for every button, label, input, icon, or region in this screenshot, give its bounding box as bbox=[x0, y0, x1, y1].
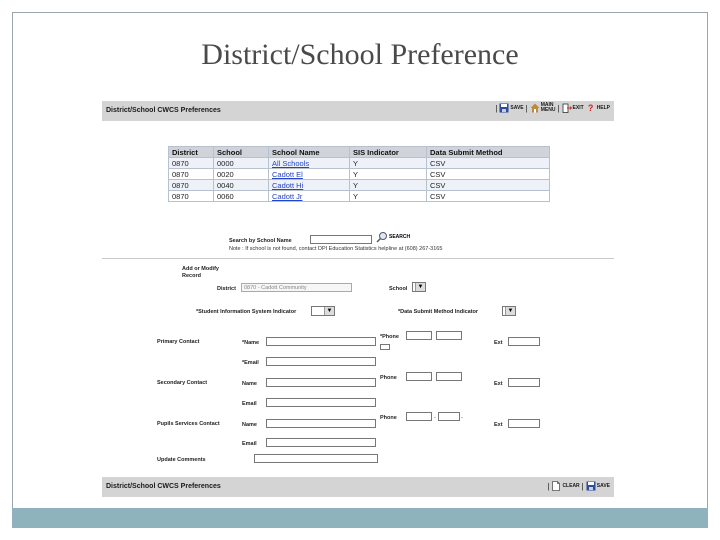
separator: | bbox=[557, 103, 560, 113]
slide-frame bbox=[12, 12, 708, 528]
school-link[interactable]: Cadott Hi bbox=[272, 180, 304, 190]
cell-district: 0870 bbox=[169, 169, 214, 180]
school-label: School bbox=[389, 286, 408, 292]
primary-name-input[interactable] bbox=[266, 337, 376, 346]
help-button[interactable] bbox=[586, 103, 610, 113]
cell-method: CSV bbox=[427, 180, 550, 191]
pupils-ext-input[interactable] bbox=[508, 419, 540, 428]
table-header-row bbox=[169, 147, 550, 158]
save-label: SAVE bbox=[510, 105, 524, 111]
cell-method: CSV bbox=[427, 191, 550, 202]
cell-sis: Y bbox=[350, 169, 427, 180]
form-heading-line1: Add or Modify bbox=[182, 266, 219, 272]
secondary-email-input[interactable] bbox=[266, 398, 376, 407]
pupils-email-input[interactable] bbox=[266, 438, 376, 447]
column-header-school-name: School Name bbox=[269, 147, 350, 158]
floppy-disk-icon bbox=[586, 481, 596, 491]
cell-school-name bbox=[269, 191, 350, 202]
floppy-disk-icon bbox=[499, 103, 509, 113]
cell-method: CSV bbox=[427, 158, 550, 169]
district-field: 0870 - Cadott Community bbox=[241, 283, 352, 292]
primary-phone-extra bbox=[380, 344, 390, 350]
cell-school-name bbox=[269, 169, 350, 180]
chevron-down-icon: ▼ bbox=[415, 283, 425, 291]
school-link[interactable]: Cadott Jr bbox=[272, 191, 303, 201]
exit-door-icon bbox=[562, 103, 572, 113]
phone-dash: - bbox=[461, 415, 463, 421]
chevron-down-icon: ▼ bbox=[505, 307, 515, 315]
column-header-district: District bbox=[169, 147, 214, 158]
cell-school-name bbox=[269, 158, 350, 169]
primary-ext-input[interactable] bbox=[508, 337, 540, 346]
pupils-phone-area-input[interactable] bbox=[406, 412, 432, 421]
main-menu-label bbox=[541, 103, 556, 113]
save-button[interactable] bbox=[499, 103, 523, 113]
pupils-phone-number-input[interactable] bbox=[438, 412, 460, 421]
top-toolbar bbox=[102, 101, 614, 121]
bottom-toolbar-actions bbox=[547, 481, 610, 491]
sis-indicator-select[interactable] bbox=[311, 306, 335, 316]
cell-method: CSV bbox=[427, 169, 550, 180]
exit-label: EXIT bbox=[572, 105, 584, 111]
data-submit-method-select[interactable] bbox=[502, 306, 516, 316]
primary-contact-label: Primary Contact bbox=[157, 339, 200, 345]
table-row[interactable] bbox=[169, 169, 550, 180]
secondary-phone-area-input[interactable] bbox=[406, 372, 432, 381]
separator: | bbox=[525, 103, 528, 113]
school-link[interactable]: All Schools bbox=[272, 158, 310, 168]
secondary-name-input[interactable] bbox=[266, 378, 376, 387]
table-row[interactable] bbox=[169, 158, 550, 169]
primary-phone-area-input[interactable] bbox=[406, 331, 432, 340]
update-comments-label: Update Comments bbox=[157, 457, 206, 463]
chevron-down-icon: ▼ bbox=[324, 307, 334, 315]
column-header-school: School bbox=[214, 147, 269, 158]
primary-ext-label: Ext bbox=[494, 340, 503, 346]
district-label: District bbox=[217, 286, 236, 292]
page-icon bbox=[551, 481, 561, 491]
secondary-ext-label: Ext bbox=[494, 381, 503, 387]
exit-button[interactable] bbox=[562, 103, 584, 113]
cell-district: 0870 bbox=[169, 191, 214, 202]
secondary-contact-label: Secondary Contact bbox=[157, 380, 208, 386]
cell-school-name bbox=[269, 180, 350, 191]
cell-sis: Y bbox=[350, 180, 427, 191]
phone-dash: - bbox=[434, 415, 436, 421]
pupils-phone-label: Phone bbox=[380, 415, 397, 421]
secondary-name-label: Name bbox=[242, 381, 257, 387]
update-comments-input[interactable] bbox=[254, 454, 378, 463]
cell-school: 0020 bbox=[214, 169, 269, 180]
search-button[interactable] bbox=[376, 231, 410, 243]
bottom-toolbar-title: District/School CWCS Preferences bbox=[106, 483, 221, 490]
secondary-ext-input[interactable] bbox=[508, 378, 540, 387]
toolbar-title: District/School CWCS Preferences bbox=[106, 107, 221, 114]
primary-name-label: *Name bbox=[242, 340, 260, 346]
search-input[interactable] bbox=[310, 235, 372, 244]
primary-email-input[interactable] bbox=[266, 357, 376, 366]
secondary-phone-number-input[interactable] bbox=[436, 372, 462, 381]
clear-label: CLEAR bbox=[562, 483, 580, 489]
data-submit-method-label: *Data Submit Method Indicator bbox=[398, 309, 479, 315]
school-select[interactable] bbox=[412, 282, 426, 292]
table-row[interactable] bbox=[169, 191, 550, 202]
main-menu-label-line1: MAIN bbox=[540, 102, 554, 108]
secondary-phone-label: Phone bbox=[380, 375, 397, 381]
primary-email-label: *Email bbox=[242, 360, 259, 366]
cell-district: 0870 bbox=[169, 158, 214, 169]
slide-title: District/School Preference bbox=[201, 38, 519, 71]
magnifier-icon bbox=[376, 231, 388, 243]
bottom-save-button[interactable] bbox=[586, 481, 610, 491]
main-menu-button[interactable] bbox=[530, 103, 556, 113]
cell-sis: Y bbox=[350, 191, 427, 202]
clear-button[interactable] bbox=[551, 481, 579, 491]
help-label: HELP bbox=[596, 105, 610, 111]
search-note: Note : If school is not found, contact DPI Education Statistics helpline at (608) 267-3165 bbox=[229, 246, 443, 252]
toolbar-actions bbox=[495, 103, 610, 113]
main-menu-label-line2: MENU bbox=[540, 107, 556, 113]
separator: | bbox=[495, 103, 498, 113]
pupils-services-contact-label: Pupils Services Contact bbox=[157, 421, 220, 427]
divider bbox=[102, 258, 614, 259]
cell-district: 0870 bbox=[169, 180, 214, 191]
cell-sis: Y bbox=[350, 158, 427, 169]
bottom-save-label: SAVE bbox=[596, 483, 610, 489]
school-link[interactable]: Cadott El bbox=[272, 169, 303, 179]
question-mark-icon: ? bbox=[587, 103, 594, 113]
slide-footer-bar bbox=[12, 508, 708, 528]
search-label: Search by School Name bbox=[229, 238, 292, 244]
primary-phone-number-input[interactable] bbox=[436, 331, 462, 340]
cell-school: 0040 bbox=[214, 180, 269, 191]
column-header-data-submit-method: Data Submit Method bbox=[427, 147, 550, 158]
preferences-table bbox=[168, 146, 550, 202]
form-heading-line2: Record bbox=[182, 273, 201, 279]
pupils-email-label: Email bbox=[242, 441, 257, 447]
pupils-name-label: Name bbox=[242, 422, 257, 428]
primary-phone-label: *Phone bbox=[380, 334, 399, 340]
secondary-email-label: Email bbox=[242, 401, 257, 407]
pupils-ext-label: Ext bbox=[494, 422, 503, 428]
separator: | bbox=[547, 481, 550, 491]
sis-indicator-label: *Student Information System Indicator bbox=[196, 309, 297, 315]
cell-school: 0000 bbox=[214, 158, 269, 169]
column-header-sis-indicator: SIS Indicator bbox=[350, 147, 427, 158]
table-row[interactable] bbox=[169, 180, 550, 191]
separator: | bbox=[581, 481, 584, 491]
search-button-label: SEARCH bbox=[389, 234, 411, 240]
cell-school: 0060 bbox=[214, 191, 269, 202]
home-icon bbox=[530, 103, 540, 113]
bottom-toolbar bbox=[102, 477, 614, 497]
pupils-name-input[interactable] bbox=[266, 419, 376, 428]
